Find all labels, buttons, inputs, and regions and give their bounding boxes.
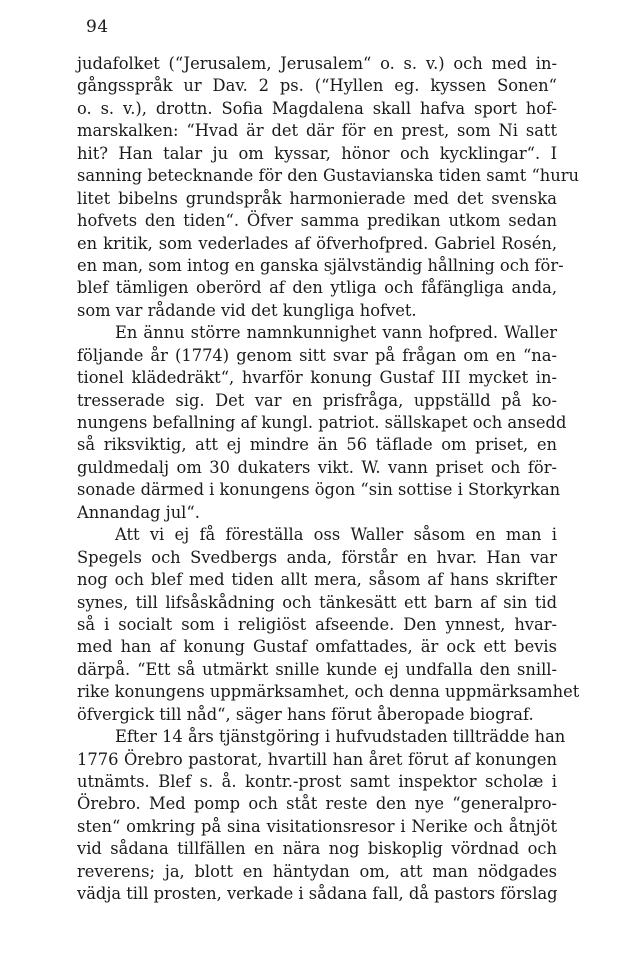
- text-line: reverens; ja, blott en häntydan om, att man nödgades: [77, 861, 557, 881]
- text-line: sonade därmed i konungens ögon “sin sottise i Storkyrkan: [77, 480, 561, 500]
- text-line: en kritik, som vederlades af öfverhofpred. Gabriel Rosén,: [77, 233, 557, 253]
- paragraph-end-line: öfvergick till nåd“, säger hans förut åberopade biograf.: [77, 704, 534, 724]
- page-number: 94: [86, 17, 109, 37]
- paragraph-start-line: En ännu större namnkunnighet vann hofpred. Waller: [115, 323, 557, 343]
- text-line: Spegels och Svedbergs anda, förstår en hvar. Han var: [77, 547, 557, 567]
- text-line: nog och blef med tiden allt mera, såsom af hans skrifter: [77, 570, 557, 590]
- text-line: sten“ omkring på sina visitationsresor i Nerike och åtnjöt: [77, 816, 557, 836]
- text-line: rike konungens uppmärksamhet, och denna uppmärksamhet: [77, 682, 580, 702]
- text-line: gångsspråk ur Dav. 2 ps. (“Hyllen eg. kyssen Sonen“: [77, 76, 557, 96]
- text-line: följande år (1774) genom sitt svar på frågan om en “na-: [77, 345, 557, 365]
- text-line: så riksviktig, att ej mindre än 56 täflade om priset, en: [77, 435, 557, 455]
- text-line: vid sådana tillfällen en nära nog biskoplig vördnad och: [77, 839, 557, 859]
- paragraph-start-line: Att vi ej få föreställa oss Waller såsom en man i: [115, 525, 557, 545]
- text-line: judafolket (“Jerusalem, Jerusalem“ o. s. v.) och med in-: [77, 54, 557, 73]
- text-line: nungens befallning af kungl. patriot. sällskapet och ansedd: [77, 413, 567, 432]
- body-text: [77, 53, 580, 906]
- text-line: Örebro. Med pomp och ståt reste den nye “generalpro-: [77, 794, 557, 814]
- text-line: sanning betecknande för den Gustavianska tiden samt “huru: [77, 166, 580, 186]
- text-line: 1776 Örebro pastorat, hvartill han året förut af konungen: [77, 749, 557, 769]
- text-line: blef tämligen oberörd af den ytliga och fåfängliga anda,: [77, 278, 557, 298]
- text-line: guldmedalj om 30 dukaters vikt. W. vann priset och för-: [77, 457, 557, 477]
- paragraph-start-line: Efter 14 års tjänstgöring i hufvudstaden tillträdde han: [115, 727, 566, 747]
- text-line: synes, till lifsåskådning och tänkesätt ett barn af sin tid: [77, 592, 557, 612]
- text-line: hofvets den tiden“. Öfver samma predikan utkom sedan: [77, 211, 557, 231]
- text-line: därpå. “Ett så utmärkt snille kunde ej undfalla den snill-: [77, 659, 557, 679]
- text-line: så i socialt som i religiöst afseende. Den ynnest, hvar-: [77, 614, 557, 634]
- text-line: litet bibelns grundspråk harmonierade med det svenska: [77, 188, 557, 208]
- paragraph-end-line: som var rådande vid det kungliga hofvet.: [77, 300, 417, 320]
- text-line: marskalken: “Hvad är det där för en prest, som Ni satt: [77, 121, 557, 141]
- paragraph-end-line: Annandag jul“.: [77, 502, 200, 522]
- text-line: en man, som intog en ganska självständig hållning och för-: [77, 255, 564, 275]
- text-line: med han af konung Gustaf omfattades, är ock ett bevis: [77, 637, 557, 657]
- text-line: o. s. v.), drottn. Sofia Magdalena skall hafva sport hof-: [77, 98, 557, 118]
- text-line: utnämts. Blef s. å. kontr.-prost samt inspektor scholæ i: [77, 772, 557, 791]
- text-line: tresserade sig. Det var en prisfråga, uppställd på ko-: [77, 390, 557, 410]
- text-line: hit? Han talar ju om kyssar, hönor och kycklingar“. I: [77, 143, 557, 163]
- text-line: tionel klädedräkt“, hvarför konung Gustaf III mycket in-: [77, 368, 557, 388]
- text-line: vädja till prosten, verkade i sådana fall, då pastors förslag: [77, 884, 558, 904]
